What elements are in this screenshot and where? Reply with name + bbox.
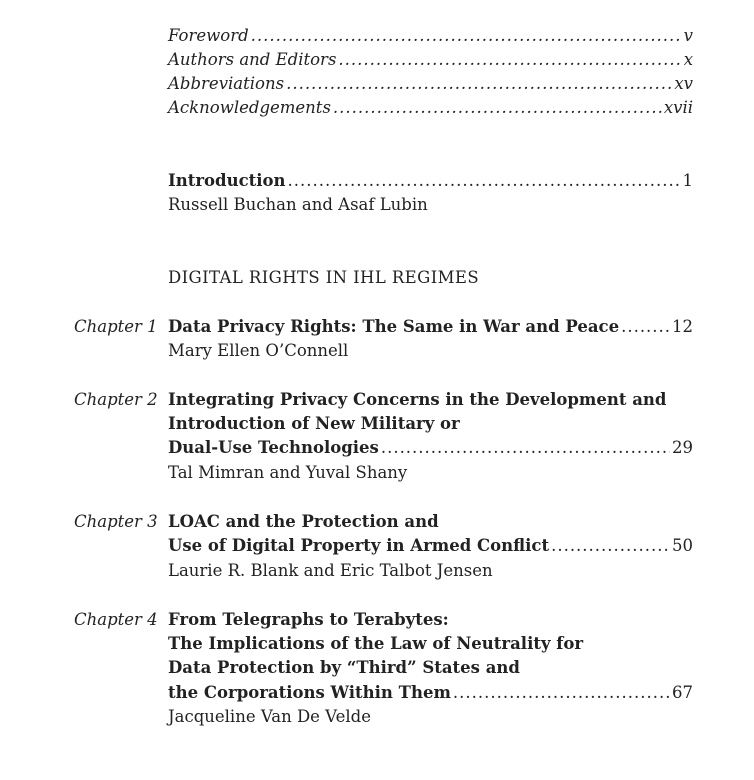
section-heading: DIGITAL RIGHTS IN IHL REGIMES bbox=[168, 268, 480, 287]
toc-entry-authors: Jacqueline Van De Velde bbox=[168, 707, 371, 726]
toc-entry-title: Data Privacy Rights: The Same in War and Peace bbox=[168, 317, 620, 336]
toc-entry-foreword[interactable] bbox=[168, 24, 693, 48]
dot-leader bbox=[453, 681, 670, 705]
dot-leader bbox=[381, 436, 670, 460]
dot-leader bbox=[251, 24, 682, 48]
dot-leader bbox=[333, 96, 662, 120]
toc-entry-authors: Laurie R. Blank and Eric Talbot Jensen bbox=[168, 561, 493, 580]
toc-entry-title-line[interactable]: From Telegraphs to Terabytes: bbox=[168, 610, 449, 629]
toc-entry-page: 50 bbox=[672, 536, 693, 555]
toc-entry-title: Use of Digital Property in Armed Conflict bbox=[168, 536, 550, 555]
dot-leader bbox=[551, 534, 670, 558]
toc-entry-chapter-2[interactable] bbox=[168, 436, 693, 460]
dot-leader bbox=[338, 48, 681, 72]
toc-entry-title: Introduction bbox=[168, 171, 286, 190]
toc-entry-page: 12 bbox=[672, 317, 693, 336]
toc-entry-page: 67 bbox=[672, 683, 693, 702]
toc-entry-page: x bbox=[683, 50, 693, 69]
chapter-label: Chapter 1 bbox=[74, 317, 158, 336]
toc-entry-acknowledgements[interactable] bbox=[168, 96, 693, 120]
toc-entry-page: 29 bbox=[672, 438, 693, 457]
toc-entry-authors: Tal Mimran and Yuval Shany bbox=[168, 463, 408, 482]
toc-entry-chapter-1[interactable] bbox=[168, 315, 693, 339]
toc-entry-title-line[interactable]: Integrating Privacy Concerns in the Development and bbox=[168, 390, 667, 409]
toc-entry-abbreviations[interactable] bbox=[168, 72, 693, 96]
toc-entry-page: xvii bbox=[663, 98, 693, 117]
dot-leader bbox=[621, 315, 670, 339]
toc-entry-chapter-3[interactable] bbox=[168, 534, 693, 558]
dot-leader bbox=[286, 72, 672, 96]
toc-entry-page: xv bbox=[674, 74, 693, 93]
toc-entry-authors: Russell Buchan and Asaf Lubin bbox=[168, 195, 428, 214]
toc-entry-authors-and-editors[interactable] bbox=[168, 48, 693, 72]
toc-entry-title: Abbreviations bbox=[168, 74, 285, 93]
toc-entry-chapter-4[interactable] bbox=[168, 681, 693, 705]
toc-entry-title: Dual-Use Technologies bbox=[168, 438, 379, 457]
toc-entry-introduction[interactable] bbox=[168, 169, 693, 193]
chapter-label: Chapter 4 bbox=[74, 610, 158, 629]
toc-entry-title: Acknowledgements bbox=[168, 98, 331, 117]
toc-entry-title: the Corporations Within Them bbox=[168, 683, 451, 702]
dot-leader bbox=[288, 169, 681, 193]
toc-entry-authors: Mary Ellen O’Connell bbox=[168, 341, 349, 360]
chapter-label: Chapter 2 bbox=[74, 390, 158, 409]
toc-entry-title-line[interactable]: Data Protection by “Third” States and bbox=[168, 658, 520, 677]
toc-entry-title-line[interactable]: Introduction of New Military or bbox=[168, 414, 460, 433]
toc-entry-title: Foreword bbox=[168, 26, 249, 45]
toc-entry-title: Authors and Editors bbox=[168, 50, 337, 69]
chapter-label: Chapter 3 bbox=[74, 512, 158, 531]
toc-entry-title-line[interactable]: The Implications of the Law of Neutrality for bbox=[168, 634, 584, 653]
toc-entry-page: 1 bbox=[682, 171, 693, 190]
toc-entry-page: v bbox=[683, 26, 693, 45]
toc-entry-title-line[interactable]: LOAC and the Protection and bbox=[168, 512, 439, 531]
